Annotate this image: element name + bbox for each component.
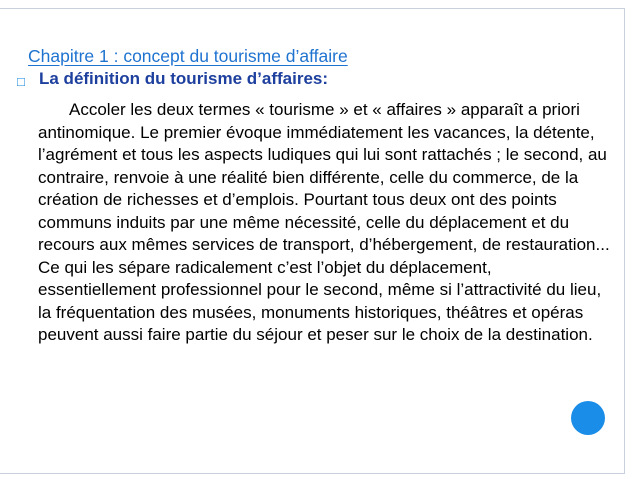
decorative-circle-icon xyxy=(571,401,605,435)
body-paragraph: Accoler les deux termes « tourisme » et « affaires » apparaît a priori antinomique. Le premier évoque immédiatement les vacances, la détente, l’agrément et tous les aspects ludiques qui lui sont rattachés ; le second, au contraire, renvoie à une réalité bien différente, celle du commerce, de la création de richesses et d’emplois. Pourtant tous deux ont des points communs induits par une même nécessité, celle du déplacement et du recours aux mêmes services de transport, d’hébergement, de restauration... Ce qui les sépare radicalement c’est l’objet du déplacement, essentiellement professionnel pour le second, même si l’attractivité du lieu, la fréquentation des musées, monuments historiques, théâtres et opéras peuvent aussi faire partie du séjour et peser sur le choix de la destination. xyxy=(38,100,610,344)
section-heading: La définition du tourisme d’affaires: xyxy=(39,69,329,88)
hollow-square-bullet-icon: □ xyxy=(17,74,25,89)
chapter-title: Chapitre 1 : concept du tourisme d’affaire xyxy=(28,46,348,66)
